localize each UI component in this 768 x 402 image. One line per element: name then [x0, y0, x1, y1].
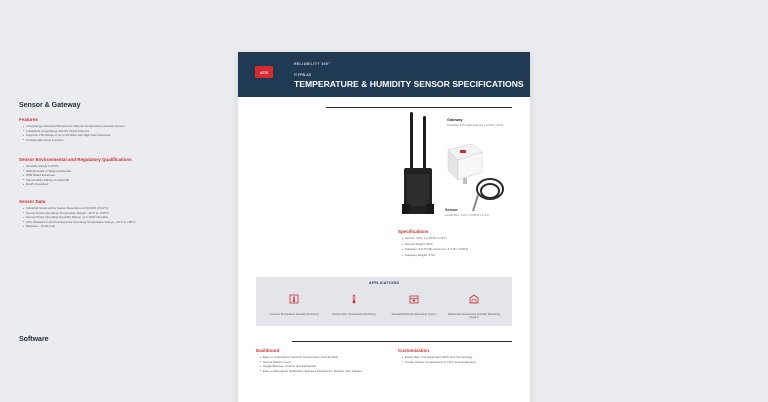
- list-item: Long Range Industrial Wireless IoT Remote Temperature Humidity Sensor: [23, 124, 147, 129]
- document-title: TEMPERATURE & HUMIDITY SENSOR SPECIFICATIONS: [294, 79, 524, 89]
- gateway-caption-subtitle: Industrial: 3.5"L with antenna x 4.6"W x 9.0"H: [447, 123, 504, 127]
- customization-list: [402, 355, 522, 364]
- thermometer-box-icon: [289, 294, 299, 304]
- application-item: [266, 291, 322, 316]
- storage-box-icon: [409, 294, 419, 304]
- list-item: Create Unique Comparisons to Third-Line Equipment: [402, 360, 522, 365]
- list-item: IP65 Rated Enclosure: [23, 173, 147, 178]
- application-label: Storage/Distribution Monitoring System: [391, 313, 437, 316]
- warehouse-icon: [469, 294, 479, 304]
- section-title-software: Software: [19, 336, 49, 343]
- spec-sheet: [238, 52, 530, 402]
- env-list: [23, 164, 147, 187]
- header-kicker: RELIABILITY 360°: [294, 62, 331, 66]
- section-rule: [326, 107, 512, 108]
- list-item: Toggle Between Celsius and Fahrenheit: [260, 364, 380, 369]
- customization-heading: Customization: [398, 348, 429, 353]
- brand-logo: ATS: [255, 66, 273, 78]
- dashboard-list: [260, 355, 380, 373]
- specifications-heading: Specifications: [398, 229, 429, 234]
- applications-panel: [256, 277, 512, 326]
- application-label: Warehouse Temperature Humidity Monitoring System: [447, 313, 501, 320]
- list-item: Batteries – IS AA (LR): [23, 224, 147, 229]
- applications-title: APPLICATIONS: [368, 281, 400, 285]
- application-item: [386, 291, 442, 316]
- specifications-list: [402, 236, 522, 258]
- list-item: Sensor Battery Level: [260, 360, 380, 365]
- thermometer-icon: [349, 294, 359, 304]
- list-item: Wall Mounted or Magnet Mounted: [23, 169, 147, 174]
- features-list: [23, 124, 147, 142]
- list-item: LoRaWAN Long-Range with 5G Wired Antenna: [23, 129, 147, 134]
- list-item: Easy to Understand Trend for Temperature and Humidity: [260, 355, 380, 360]
- sensor-data-heading: Sensor Data: [19, 199, 46, 204]
- list-item: Sensor Probe Operating Humidity Rating: up to 90% Humidity: [23, 215, 147, 220]
- list-item: Easily Map Your Equipment With Your Terminology: [402, 355, 522, 360]
- list-item: RoHS Compliant: [23, 182, 147, 187]
- list-item: CPU Wireless in-situ housing body Operating Temperature Range: -40°C to +85°C: [23, 220, 147, 225]
- list-item: Configurable Temp Function: [23, 138, 147, 143]
- application-label: In-House Temperature Humidity Monitoring: [269, 313, 319, 316]
- sensor-caption-subtitle: Actual Size: 3.0"L x 2.46"W x 1.3"H: [445, 213, 489, 217]
- application-item: [326, 291, 382, 316]
- header-subkicker: IT FPB-AS: [294, 73, 312, 77]
- sensor-probe-image: [470, 175, 506, 215]
- list-item: Industrial Grade with a Sensor Resolution of ±0.0001 (±0.2°C): [23, 206, 147, 211]
- list-item: Gateway: 6"H Profile antenna x 4.7"W x 8.29"H: [402, 247, 522, 253]
- sheet-header: [238, 52, 530, 97]
- list-item: Flammability Rating of UL94 HB: [23, 178, 147, 183]
- gateway-router-image: [400, 112, 436, 216]
- list-item: Sensor Weight: 29 lb: [402, 242, 522, 248]
- application-label: Factory Floor Temperature Monitoring: [332, 313, 376, 316]
- sensor-caption-title: Sensor: [445, 208, 458, 212]
- dashboard-heading: Dashboard: [256, 348, 280, 353]
- section-rule: [292, 341, 512, 342]
- env-heading: Sensor Environmental and Regulatory Qualifications: [19, 157, 132, 162]
- list-item: Sensor Probe Operating Temperature Range: -40°C to +125°C: [23, 211, 147, 216]
- features-heading: Features: [19, 117, 38, 122]
- list-item: Gateway Weight: 8 lbs: [402, 253, 522, 259]
- list-item: Easy to Recognize Notification Statuses Designed to Reduce Alert Fatigue: [260, 369, 380, 374]
- section-title-sensor-gateway: Sensor & Gateway: [19, 102, 81, 109]
- list-item: Humidity Range 0-100%: [23, 164, 147, 169]
- list-item: Supports LTE Range of up to 28 Miles with High Gain Antennas: [23, 133, 147, 138]
- gateway-caption-title: Gateway: [447, 118, 463, 122]
- application-item: [446, 291, 502, 320]
- sensor-data-list: [23, 206, 147, 229]
- list-item: Sensor: 4.0"L x 2.25"W x 2.9"H: [402, 236, 522, 242]
